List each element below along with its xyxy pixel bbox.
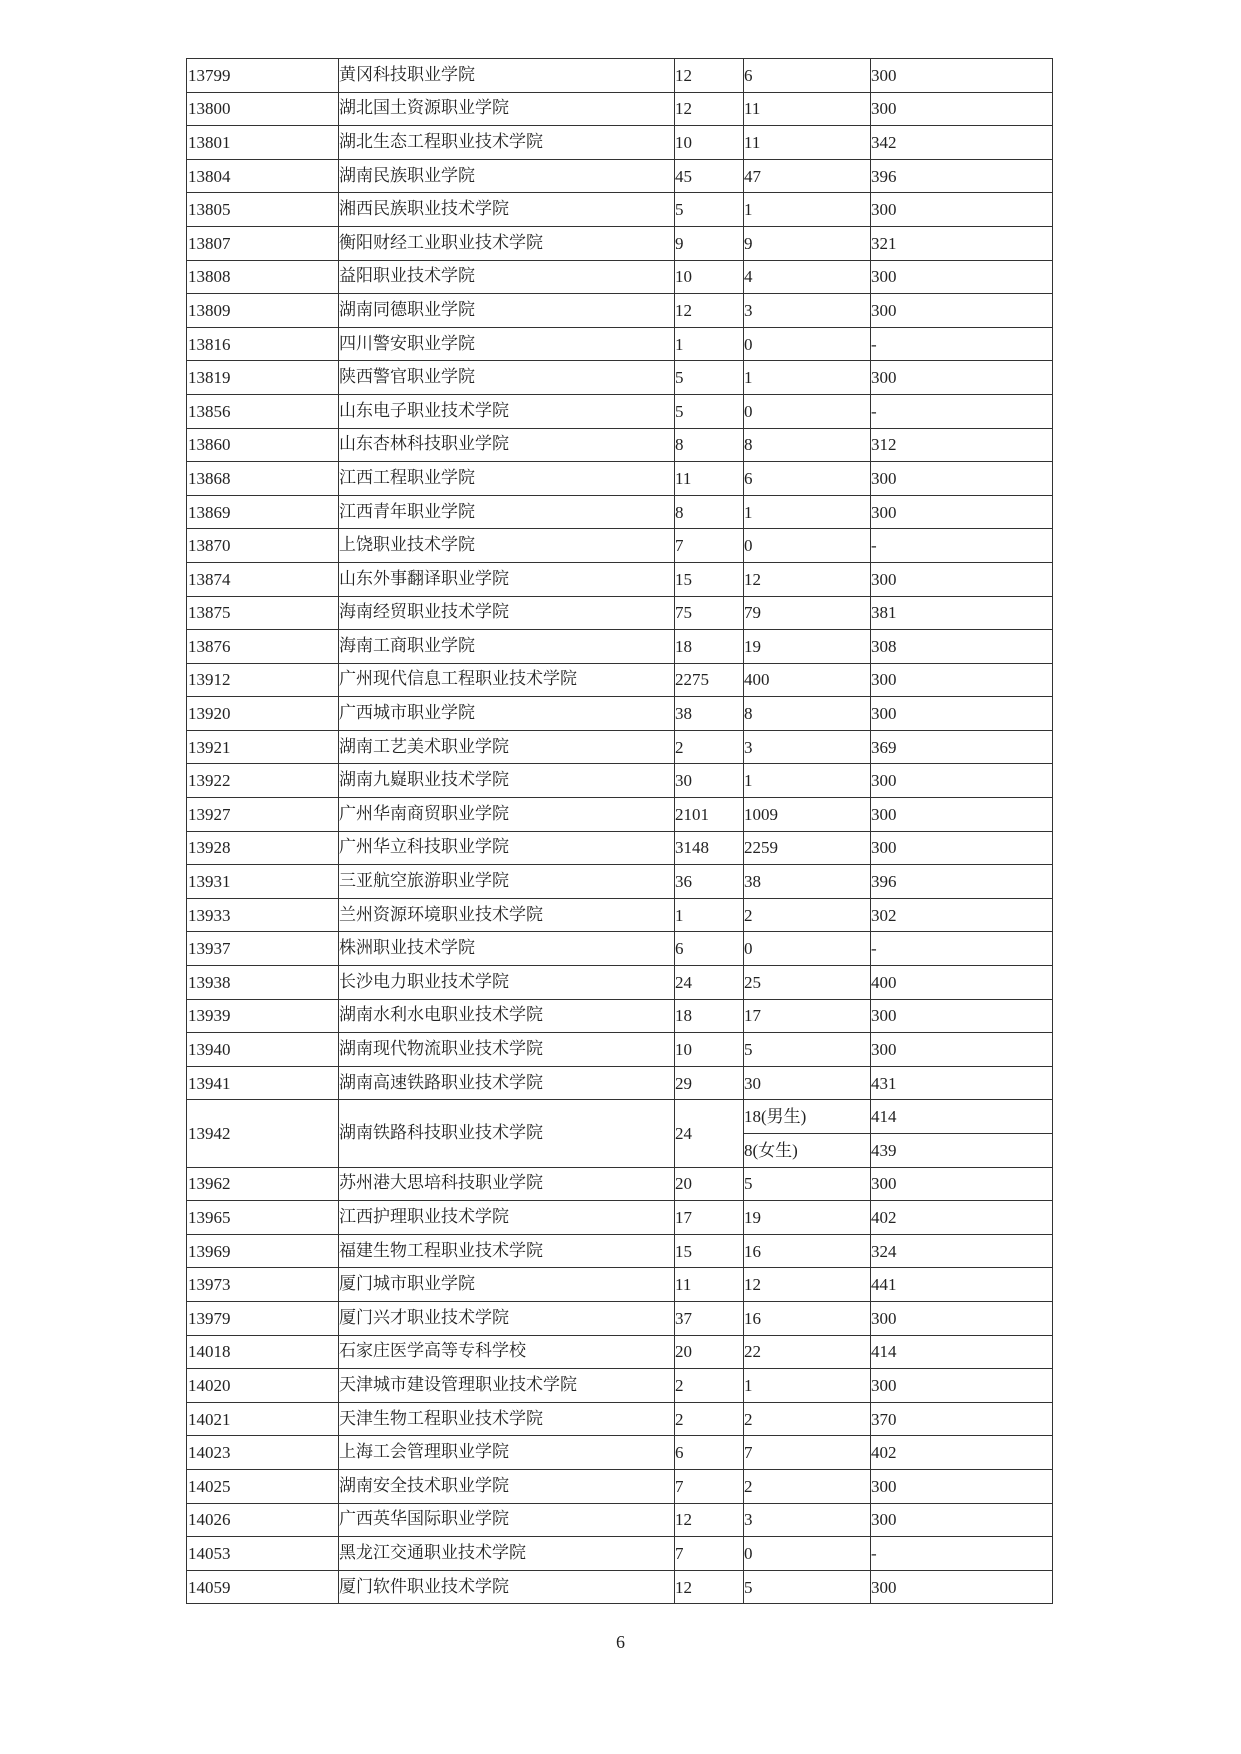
min-score-cell: 300 bbox=[871, 1033, 1053, 1067]
school-name-cell: 石家庄医学高等专科学校 bbox=[339, 1335, 675, 1369]
school-name-cell: 江西护理职业技术学院 bbox=[339, 1201, 675, 1235]
school-name-cell: 湖南安全技术职业学院 bbox=[339, 1469, 675, 1503]
school-name-cell: 厦门软件职业技术学院 bbox=[339, 1570, 675, 1604]
school-name-cell: 山东电子职业技术学院 bbox=[339, 394, 675, 428]
plan-count-cell: 10 bbox=[675, 126, 744, 160]
min-score-cell: 381 bbox=[871, 596, 1053, 630]
table-row bbox=[187, 428, 1053, 462]
plan-count-cell: 2 bbox=[675, 730, 744, 764]
plan-count-cell: 9 bbox=[675, 226, 744, 260]
min-score-cell: 402 bbox=[871, 1436, 1053, 1470]
table-row bbox=[187, 1033, 1053, 1067]
admitted-count-cell: 0 bbox=[744, 932, 871, 966]
school-code-cell: 13808 bbox=[187, 260, 339, 294]
admitted-count-cell: 19 bbox=[744, 1201, 871, 1235]
school-code-cell: 14020 bbox=[187, 1369, 339, 1403]
admitted-count-cell: 38 bbox=[744, 865, 871, 899]
admitted-count-cell: 1 bbox=[744, 193, 871, 227]
table-row bbox=[187, 226, 1053, 260]
admitted-count-cell: 2259 bbox=[744, 831, 871, 865]
table-row bbox=[187, 1402, 1053, 1436]
min-score-cell: 300 bbox=[871, 663, 1053, 697]
plan-count-cell: 18 bbox=[675, 999, 744, 1033]
min-score-cell: 369 bbox=[871, 730, 1053, 764]
school-name-cell: 湖南铁路科技职业技术学院 bbox=[339, 1100, 675, 1167]
table-row bbox=[187, 798, 1053, 832]
min-score-cell: 300 bbox=[871, 1570, 1053, 1604]
admitted-count-cell: 3 bbox=[744, 1503, 871, 1537]
table-row bbox=[187, 1167, 1053, 1201]
min-score-cell: 300 bbox=[871, 562, 1053, 596]
plan-count-cell: 5 bbox=[675, 361, 744, 395]
school-code-cell: 13800 bbox=[187, 92, 339, 126]
plan-count-cell: 12 bbox=[675, 92, 744, 126]
min-score-cell: 300 bbox=[871, 92, 1053, 126]
min-score-cell: 321 bbox=[871, 226, 1053, 260]
table-row bbox=[187, 1268, 1053, 1302]
admitted-count-cell: 25 bbox=[744, 966, 871, 1000]
table-row bbox=[187, 260, 1053, 294]
school-code-cell: 13868 bbox=[187, 462, 339, 496]
table-row bbox=[187, 1234, 1053, 1268]
plan-count-cell: 30 bbox=[675, 764, 744, 798]
table-row bbox=[187, 126, 1053, 160]
min-score-cell: - bbox=[871, 394, 1053, 428]
school-name-cell: 湘西民族职业技术学院 bbox=[339, 193, 675, 227]
plan-count-cell: 12 bbox=[675, 294, 744, 328]
admitted-count-cell: 12 bbox=[744, 1268, 871, 1302]
school-code-cell: 13973 bbox=[187, 1268, 339, 1302]
plan-count-cell: 8 bbox=[675, 428, 744, 462]
school-name-cell: 山东杏林科技职业学院 bbox=[339, 428, 675, 462]
admitted-count-cell: 0 bbox=[744, 327, 871, 361]
min-score-cell: 312 bbox=[871, 428, 1053, 462]
school-name-cell: 湖北生态工程职业技术学院 bbox=[339, 126, 675, 160]
table-row bbox=[187, 462, 1053, 496]
plan-count-cell: 7 bbox=[675, 1469, 744, 1503]
admitted-count-cell: 5 bbox=[744, 1167, 871, 1201]
admitted-count-cell: 12 bbox=[744, 562, 871, 596]
admitted-count-cell: 1 bbox=[744, 495, 871, 529]
plan-count-cell: 8 bbox=[675, 495, 744, 529]
min-score-cell: 300 bbox=[871, 1167, 1053, 1201]
plan-count-cell: 7 bbox=[675, 1537, 744, 1571]
table-row bbox=[187, 92, 1053, 126]
table-row bbox=[187, 663, 1053, 697]
school-name-cell: 兰州资源环境职业技术学院 bbox=[339, 898, 675, 932]
plan-count-cell: 12 bbox=[675, 59, 744, 93]
table-row bbox=[187, 831, 1053, 865]
plan-count-cell: 37 bbox=[675, 1301, 744, 1335]
school-name-cell: 广州华南商贸职业学院 bbox=[339, 798, 675, 832]
table-row bbox=[187, 394, 1053, 428]
school-name-cell: 厦门兴才职业技术学院 bbox=[339, 1301, 675, 1335]
min-score-cell: 431 bbox=[871, 1066, 1053, 1100]
min-score-cell: 439 bbox=[871, 1134, 1053, 1168]
table-row bbox=[187, 865, 1053, 899]
min-score-cell: 324 bbox=[871, 1234, 1053, 1268]
plan-count-cell: 36 bbox=[675, 865, 744, 899]
admitted-count-cell: 79 bbox=[744, 596, 871, 630]
school-code-cell: 14023 bbox=[187, 1436, 339, 1470]
school-name-cell: 江西青年职业学院 bbox=[339, 495, 675, 529]
school-code-cell: 13809 bbox=[187, 294, 339, 328]
table-row bbox=[187, 1335, 1053, 1369]
school-code-cell: 13807 bbox=[187, 226, 339, 260]
plan-count-cell: 10 bbox=[675, 1033, 744, 1067]
admitted-count-cell: 11 bbox=[744, 92, 871, 126]
school-name-cell: 广州现代信息工程职业技术学院 bbox=[339, 663, 675, 697]
school-name-cell: 海南经贸职业技术学院 bbox=[339, 596, 675, 630]
min-score-cell: 342 bbox=[871, 126, 1053, 160]
table-row bbox=[187, 1503, 1053, 1537]
admitted-count-cell: 7 bbox=[744, 1436, 871, 1470]
admitted-count-cell: 18(男生) bbox=[744, 1100, 871, 1134]
school-name-cell: 天津城市建设管理职业技术学院 bbox=[339, 1369, 675, 1403]
admitted-count-cell: 1 bbox=[744, 1369, 871, 1403]
school-name-cell: 湖南同德职业学院 bbox=[339, 294, 675, 328]
min-score-cell: 308 bbox=[871, 630, 1053, 664]
school-code-cell: 13940 bbox=[187, 1033, 339, 1067]
table-row bbox=[187, 697, 1053, 731]
min-score-cell: 300 bbox=[871, 764, 1053, 798]
table-row bbox=[187, 495, 1053, 529]
table-row bbox=[187, 898, 1053, 932]
school-name-cell: 苏州港大思培科技职业学院 bbox=[339, 1167, 675, 1201]
min-score-cell: 414 bbox=[871, 1335, 1053, 1369]
school-code-cell: 13876 bbox=[187, 630, 339, 664]
admitted-count-cell: 0 bbox=[744, 529, 871, 563]
school-code-cell: 13939 bbox=[187, 999, 339, 1033]
min-score-cell: 300 bbox=[871, 831, 1053, 865]
table-row bbox=[187, 1201, 1053, 1235]
school-code-cell: 13920 bbox=[187, 697, 339, 731]
min-score-cell: 300 bbox=[871, 999, 1053, 1033]
table-row bbox=[187, 1369, 1053, 1403]
school-code-cell: 13928 bbox=[187, 831, 339, 865]
table-row bbox=[187, 327, 1053, 361]
min-score-cell: - bbox=[871, 1537, 1053, 1571]
school-code-cell: 13921 bbox=[187, 730, 339, 764]
plan-count-cell: 1 bbox=[675, 898, 744, 932]
plan-count-cell: 15 bbox=[675, 562, 744, 596]
admitted-count-cell: 3 bbox=[744, 730, 871, 764]
table-row bbox=[187, 1301, 1053, 1335]
table-row bbox=[187, 1066, 1053, 1100]
school-code-cell: 13860 bbox=[187, 428, 339, 462]
min-score-cell: 370 bbox=[871, 1402, 1053, 1436]
school-name-cell: 益阳职业技术学院 bbox=[339, 260, 675, 294]
admitted-count-cell: 5 bbox=[744, 1033, 871, 1067]
school-code-cell: 13938 bbox=[187, 966, 339, 1000]
min-score-cell: 302 bbox=[871, 898, 1053, 932]
admissions-table bbox=[186, 58, 1053, 1604]
school-code-cell: 13875 bbox=[187, 596, 339, 630]
admitted-count-cell: 1009 bbox=[744, 798, 871, 832]
plan-count-cell: 3148 bbox=[675, 831, 744, 865]
plan-count-cell: 12 bbox=[675, 1570, 744, 1604]
admitted-count-cell: 8 bbox=[744, 697, 871, 731]
school-name-cell: 厦门城市职业学院 bbox=[339, 1268, 675, 1302]
school-name-cell: 衡阳财经工业职业技术学院 bbox=[339, 226, 675, 260]
min-score-cell: 400 bbox=[871, 966, 1053, 1000]
school-code-cell: 14021 bbox=[187, 1402, 339, 1436]
school-code-cell: 14053 bbox=[187, 1537, 339, 1571]
plan-count-cell: 20 bbox=[675, 1335, 744, 1369]
school-code-cell: 13805 bbox=[187, 193, 339, 227]
page-number: 6 bbox=[616, 1632, 625, 1652]
plan-count-cell: 7 bbox=[675, 529, 744, 563]
min-score-cell: 300 bbox=[871, 495, 1053, 529]
admitted-count-cell: 1 bbox=[744, 764, 871, 798]
admitted-count-cell: 2 bbox=[744, 898, 871, 932]
admitted-count-cell: 8 bbox=[744, 428, 871, 462]
school-code-cell: 13937 bbox=[187, 932, 339, 966]
plan-count-cell: 29 bbox=[675, 1066, 744, 1100]
school-code-cell: 14059 bbox=[187, 1570, 339, 1604]
admitted-count-cell: 0 bbox=[744, 394, 871, 428]
table-row bbox=[187, 1537, 1053, 1571]
school-code-cell: 13927 bbox=[187, 798, 339, 832]
min-score-cell: 300 bbox=[871, 260, 1053, 294]
plan-count-cell: 45 bbox=[675, 159, 744, 193]
school-code-cell: 13965 bbox=[187, 1201, 339, 1235]
table-row bbox=[187, 529, 1053, 563]
admitted-count-cell: 6 bbox=[744, 462, 871, 496]
min-score-cell: 300 bbox=[871, 1469, 1053, 1503]
table-row bbox=[187, 730, 1053, 764]
admitted-count-cell: 22 bbox=[744, 1335, 871, 1369]
plan-count-cell: 2 bbox=[675, 1402, 744, 1436]
min-score-cell: 396 bbox=[871, 159, 1053, 193]
admitted-count-cell: 19 bbox=[744, 630, 871, 664]
table-row bbox=[187, 1570, 1053, 1604]
admitted-count-cell: 2 bbox=[744, 1402, 871, 1436]
min-score-cell: 414 bbox=[871, 1100, 1053, 1134]
table-row bbox=[187, 361, 1053, 395]
school-code-cell: 13856 bbox=[187, 394, 339, 428]
table-row bbox=[187, 193, 1053, 227]
school-code-cell: 13962 bbox=[187, 1167, 339, 1201]
school-name-cell: 长沙电力职业技术学院 bbox=[339, 966, 675, 1000]
school-code-cell: 13874 bbox=[187, 562, 339, 596]
min-score-cell: 402 bbox=[871, 1201, 1053, 1235]
admitted-count-cell: 1 bbox=[744, 361, 871, 395]
school-name-cell: 上海工会管理职业学院 bbox=[339, 1436, 675, 1470]
school-name-cell: 江西工程职业学院 bbox=[339, 462, 675, 496]
plan-count-cell: 15 bbox=[675, 1234, 744, 1268]
school-name-cell: 海南工商职业学院 bbox=[339, 630, 675, 664]
school-name-cell: 黑龙江交通职业技术学院 bbox=[339, 1537, 675, 1571]
min-score-cell: 300 bbox=[871, 1369, 1053, 1403]
plan-count-cell: 6 bbox=[675, 1436, 744, 1470]
school-name-cell: 山东外事翻译职业学院 bbox=[339, 562, 675, 596]
school-name-cell: 湖南现代物流职业技术学院 bbox=[339, 1033, 675, 1067]
min-score-cell: 441 bbox=[871, 1268, 1053, 1302]
school-name-cell: 陕西警官职业学院 bbox=[339, 361, 675, 395]
table-row bbox=[187, 1100, 1053, 1134]
school-name-cell: 湖南九嶷职业技术学院 bbox=[339, 764, 675, 798]
admitted-count-cell: 9 bbox=[744, 226, 871, 260]
school-name-cell: 株洲职业技术学院 bbox=[339, 932, 675, 966]
school-code-cell: 14018 bbox=[187, 1335, 339, 1369]
table-row bbox=[187, 562, 1053, 596]
table-row bbox=[187, 999, 1053, 1033]
table-row bbox=[187, 630, 1053, 664]
school-name-cell: 湖南水利水电职业技术学院 bbox=[339, 999, 675, 1033]
plan-count-cell: 5 bbox=[675, 193, 744, 227]
admitted-count-cell: 47 bbox=[744, 159, 871, 193]
min-score-cell: - bbox=[871, 327, 1053, 361]
school-name-cell: 广州华立科技职业学院 bbox=[339, 831, 675, 865]
school-code-cell: 13801 bbox=[187, 126, 339, 160]
admitted-count-cell: 11 bbox=[744, 126, 871, 160]
plan-count-cell: 2101 bbox=[675, 798, 744, 832]
min-score-cell: 300 bbox=[871, 294, 1053, 328]
min-score-cell: 300 bbox=[871, 361, 1053, 395]
school-name-cell: 福建生物工程职业技术学院 bbox=[339, 1234, 675, 1268]
table-row bbox=[187, 966, 1053, 1000]
plan-count-cell: 2275 bbox=[675, 663, 744, 697]
school-code-cell: 13819 bbox=[187, 361, 339, 395]
min-score-cell: 300 bbox=[871, 462, 1053, 496]
school-code-cell: 13931 bbox=[187, 865, 339, 899]
table-row bbox=[187, 764, 1053, 798]
admitted-count-cell: 400 bbox=[744, 663, 871, 697]
plan-count-cell: 20 bbox=[675, 1167, 744, 1201]
admitted-count-cell: 0 bbox=[744, 1537, 871, 1571]
plan-count-cell: 17 bbox=[675, 1201, 744, 1235]
table-row bbox=[187, 932, 1053, 966]
plan-count-cell: 10 bbox=[675, 260, 744, 294]
table-row bbox=[187, 1436, 1053, 1470]
school-code-cell: 13942 bbox=[187, 1100, 339, 1167]
admitted-count-cell: 30 bbox=[744, 1066, 871, 1100]
min-score-cell: 300 bbox=[871, 59, 1053, 93]
school-name-cell: 广西英华国际职业学院 bbox=[339, 1503, 675, 1537]
min-score-cell: 300 bbox=[871, 1301, 1053, 1335]
plan-count-cell: 5 bbox=[675, 394, 744, 428]
school-code-cell: 13969 bbox=[187, 1234, 339, 1268]
admitted-count-cell: 17 bbox=[744, 999, 871, 1033]
admitted-count-cell: 2 bbox=[744, 1469, 871, 1503]
min-score-cell: 396 bbox=[871, 865, 1053, 899]
plan-count-cell: 11 bbox=[675, 462, 744, 496]
school-name-cell: 黄冈科技职业学院 bbox=[339, 59, 675, 93]
school-code-cell: 13941 bbox=[187, 1066, 339, 1100]
school-name-cell: 四川警安职业学院 bbox=[339, 327, 675, 361]
min-score-cell: 300 bbox=[871, 697, 1053, 731]
admitted-count-cell: 4 bbox=[744, 260, 871, 294]
admitted-count-cell: 8(女生) bbox=[744, 1134, 871, 1168]
school-code-cell: 13799 bbox=[187, 59, 339, 93]
school-name-cell: 湖北国土资源职业学院 bbox=[339, 92, 675, 126]
plan-count-cell: 2 bbox=[675, 1369, 744, 1403]
min-score-cell: 300 bbox=[871, 1503, 1053, 1537]
admitted-count-cell: 5 bbox=[744, 1570, 871, 1604]
school-name-cell: 湖南民族职业学院 bbox=[339, 159, 675, 193]
school-code-cell: 13922 bbox=[187, 764, 339, 798]
school-name-cell: 天津生物工程职业技术学院 bbox=[339, 1402, 675, 1436]
plan-count-cell: 24 bbox=[675, 1100, 744, 1167]
plan-count-cell: 75 bbox=[675, 596, 744, 630]
admitted-count-cell: 3 bbox=[744, 294, 871, 328]
plan-count-cell: 1 bbox=[675, 327, 744, 361]
plan-count-cell: 6 bbox=[675, 932, 744, 966]
school-code-cell: 13979 bbox=[187, 1301, 339, 1335]
school-name-cell: 湖南高速铁路职业技术学院 bbox=[339, 1066, 675, 1100]
plan-count-cell: 38 bbox=[675, 697, 744, 731]
school-code-cell: 14026 bbox=[187, 1503, 339, 1537]
school-code-cell: 13816 bbox=[187, 327, 339, 361]
school-name-cell: 三亚航空旅游职业学院 bbox=[339, 865, 675, 899]
table-row bbox=[187, 159, 1053, 193]
min-score-cell: - bbox=[871, 932, 1053, 966]
school-code-cell: 13870 bbox=[187, 529, 339, 563]
table-row bbox=[187, 1469, 1053, 1503]
min-score-cell: 300 bbox=[871, 193, 1053, 227]
school-name-cell: 上饶职业技术学院 bbox=[339, 529, 675, 563]
school-code-cell: 13804 bbox=[187, 159, 339, 193]
school-name-cell: 湖南工艺美术职业学院 bbox=[339, 730, 675, 764]
school-code-cell: 14025 bbox=[187, 1469, 339, 1503]
min-score-cell: - bbox=[871, 529, 1053, 563]
school-code-cell: 13869 bbox=[187, 495, 339, 529]
plan-count-cell: 18 bbox=[675, 630, 744, 664]
plan-count-cell: 11 bbox=[675, 1268, 744, 1302]
admitted-count-cell: 6 bbox=[744, 59, 871, 93]
table-row bbox=[187, 59, 1053, 93]
school-name-cell: 广西城市职业学院 bbox=[339, 697, 675, 731]
min-score-cell: 300 bbox=[871, 798, 1053, 832]
table-row bbox=[187, 294, 1053, 328]
plan-count-cell: 12 bbox=[675, 1503, 744, 1537]
admitted-count-cell: 16 bbox=[744, 1234, 871, 1268]
school-code-cell: 13933 bbox=[187, 898, 339, 932]
school-code-cell: 13912 bbox=[187, 663, 339, 697]
table-row bbox=[187, 596, 1053, 630]
admitted-count-cell: 16 bbox=[744, 1301, 871, 1335]
plan-count-cell: 24 bbox=[675, 966, 744, 1000]
